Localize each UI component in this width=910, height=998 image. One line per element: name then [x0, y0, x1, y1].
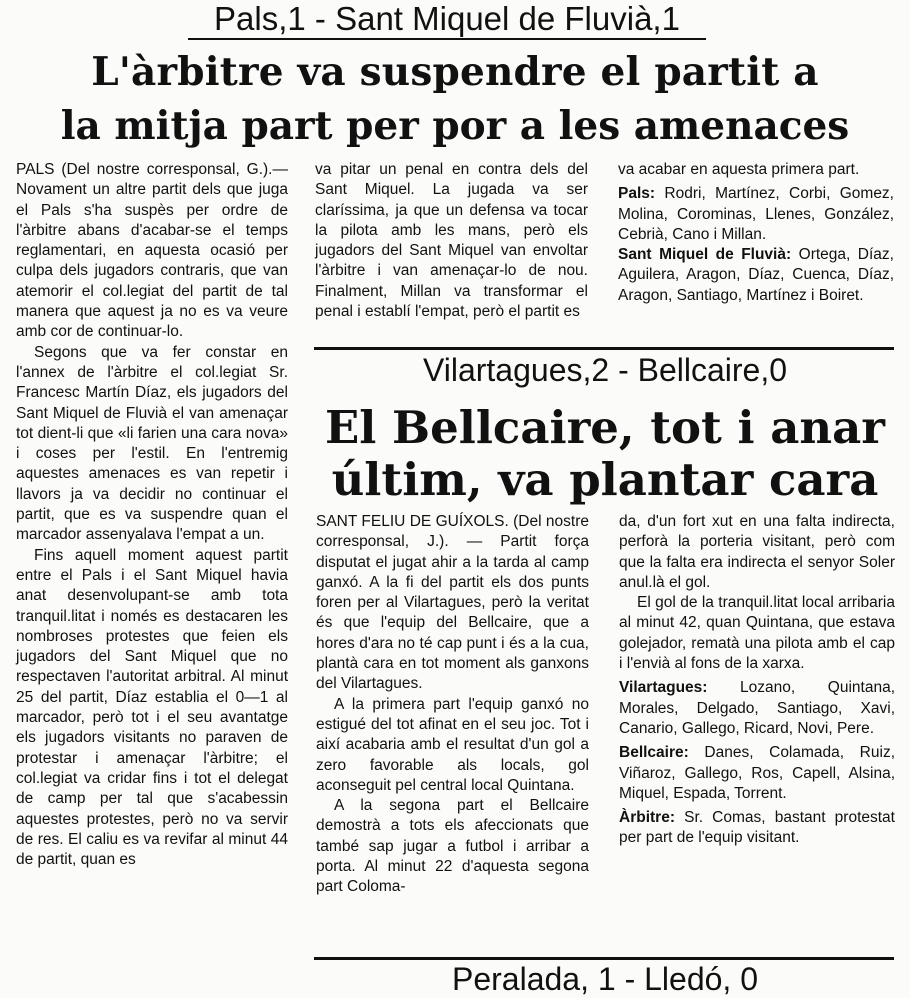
- lineup-players: Ortega, Díaz, Aguilera, Aragon, Díaz, Cuenca, Díaz, Aragon, Santiago, Martínez i Boiret.: [618, 246, 894, 304]
- match2-paragraph-3: A la segona part el Bellcaire demostrà a tots els afeccionats que també sap jugar a futbol i arribar a porta. Al minut 22 d'aquesta segona part Coloma-: [316, 797, 589, 896]
- match2-headline-line2: últim, va plantar cara: [331, 453, 879, 506]
- lineup-team-label: Sant Miquel de Fluvià:: [618, 246, 792, 264]
- match1-column-3: [618, 160, 894, 306]
- lineup-players: Lozano, Quintana, Morales, Delgado, Santiago, Xavi, Canario, Gallego, Ricard, Novi, Pere.: [619, 679, 895, 737]
- match2-paragraph-1: SANT FELIU DE GUÍXOLS. (Del nostre corresponsal, J.). — Partit força disputat el jugat ahir a la tarda al camp ganxó. A la fi del partit els dos punts foren per al Vilartagues, però la veritat és que l'equip del Bellcaire, que a hores d'ara no té cap punt i és a la cua, plantà cara en tot moment als ganxons del Vilartagues.: [316, 513, 589, 693]
- lineup-players: Rodri, Martínez, Corbi, Gomez, Molina, Corominas, Llenes, González, Cebrià, Cano i Millan.: [618, 185, 894, 243]
- match1-paragraph-2: Segons que va fer constar en l'annex de l'àrbitre el col.legiat Sr. Francesc Martín Díaz, els jugadors del Sant Miquel de Fluvià el van amenaçar tot dient-li que «li farien una cara nova» i coses per l'estil. En l'entremig aquestes amenaces es van repetir i llavors ja va decidir no continuar el partit, que es va suspendre quan el marcador assenyalava l'empat a un.: [16, 343, 288, 544]
- match3-header: Peralada, 1 - Lledó, 0: [452, 961, 758, 997]
- match2-lineup-bellcaire: [619, 743, 895, 804]
- lineup-team-label: Bellcaire:: [619, 744, 689, 762]
- lineup-team-label: Pals:: [618, 185, 656, 203]
- match2-paragraph-5: El gol de la tranquil.litat local arribaria al minut 42, quan Quintana, que estava golejador, rematà una pilota amb el cap i l'envià al fons de la xarxa.: [619, 594, 895, 673]
- match1-column-2: [315, 160, 588, 322]
- match1-header-rule: [188, 38, 706, 40]
- match2-referee: [619, 808, 895, 849]
- match1-paragraph-3: Fins aquell moment aquest partit entre el Pals i el Sant Miquel havia anat desenvolupant-se amb tota tranquil.litat i només es destacaren les nombroses protestes que feien els jugadors del Sant Miquel que no respectaven l'autoritat arbitral. Al minut 25 del partit, Díaz establia el 0—1 al marcador, però tot i el seu avantatge els jugadors visitants no paraven de protestar i amenaçar l'àrbitre; el col.legiat va cridar fins i tot el delegat de camp per tal que s'acabessin aquestes protestes, però no va servir de res. El caliu es va revifar al minut 44 de partit, quan es: [16, 546, 288, 869]
- match2-lineup-vilartagues: [619, 678, 895, 739]
- match1-column-1: [16, 160, 288, 870]
- match1-paragraph-5: va acabar en aquesta primera part.: [618, 161, 860, 178]
- match2-headline-line1: El Bellcaire, tot i anar: [325, 401, 885, 454]
- match1-headline-line2: la mitja part per por a les amenaces: [60, 103, 850, 149]
- match2-column-1: [316, 512, 589, 898]
- match1-paragraph-1: PALS (Del nostre corresponsal, G.).— Novament un altre partit dels que juga el Pals s'ha suspès per ordre de l'àrbitre abans d'acabar-se el temps reglamentari, en aquesta ocasió per culpa dels jugadors contraris, que van atemorir el col.legiat del partit de tal manera que aquest ja no es va veure amb cor de continuar-lo.: [16, 161, 288, 341]
- referee-label: Àrbitre:: [619, 809, 675, 827]
- match1-headline-line1: L'àrbitre va suspendre el partit a: [91, 49, 819, 95]
- match2-paragraph-2: A la primera part l'equip ganxó no estigué del tot afinat en el seu joc. Tot i així acabaria amb el resultat d'un gol a zero favorable als locals, gol aconseguit pel central local Quintana.: [316, 695, 589, 794]
- lineup-team-label: Vilartagues:: [619, 679, 708, 697]
- section-divider: [314, 347, 894, 350]
- match1-lineup-pals: [618, 184, 894, 245]
- match1-lineup-sant-miquel: [618, 245, 894, 306]
- match2-paragraph-4: da, d'un fort xut en una falta indirecta, perforà la porteria visitant, però com que la falta era indirecta el senyor Soler anul.là el gol.: [619, 513, 895, 591]
- match1-header: Pals,1 - Sant Miquel de Fluvià,1: [214, 0, 680, 37]
- match1-paragraph-4: va pitar un penal en contra dels del Sant Miquel. La jugada va ser claríssima, ja que un defensa va tocar la pilota amb les mans, però els jugadors del Sant Miquel van envoltar l'àrbitre i van amenaçar-lo de nou. Finalment, Millan va transformar el penal i establí l'empat, però el partit es: [315, 161, 588, 321]
- match2-column-2: [619, 512, 895, 849]
- referee-text: Sr. Comas, bastant protestat per part de l'equip visitant.: [619, 809, 895, 847]
- lineup-players: Danes, Colamada, Ruiz, Viñaroz, Gallego, Ros, Capell, Alsina, Miquel, Espada, Torrent.: [619, 744, 895, 802]
- match2-header: Vilartagues,2 - Bellcaire,0: [422, 352, 788, 388]
